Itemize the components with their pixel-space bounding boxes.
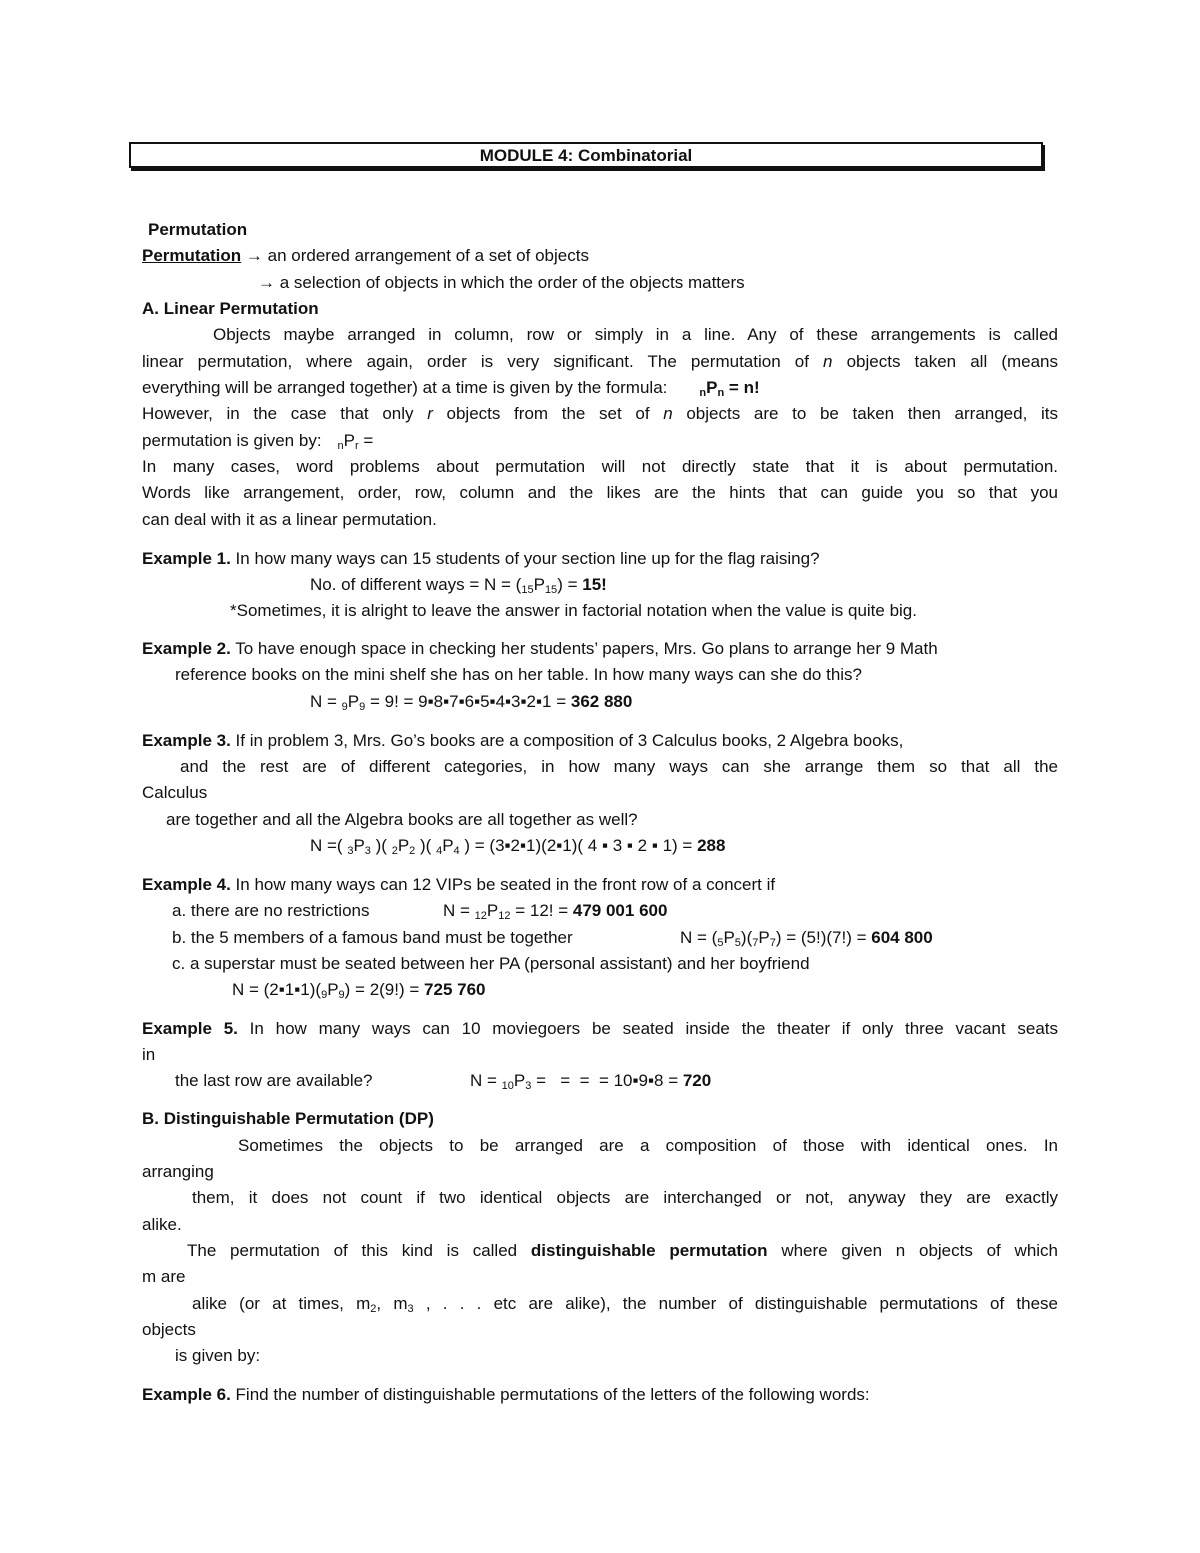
- sub: 3: [525, 1080, 532, 1092]
- sub: 9: [359, 701, 366, 713]
- text: N = (: [680, 928, 718, 947]
- p: P: [327, 980, 339, 999]
- formula-npr: [338, 431, 374, 450]
- text: , m: [376, 1294, 408, 1313]
- p: P: [397, 836, 410, 855]
- p: P: [723, 928, 735, 947]
- text: , . . . etc are alike), the number of distinguishable permutations of these: [413, 1294, 1059, 1313]
- text: The permutation of this kind is called: [187, 1241, 531, 1260]
- definition-1: → an ordered arrangement of a set of objects: [245, 246, 589, 265]
- text: = = = = 10▪9▪8 =: [531, 1071, 683, 1090]
- text: N = (2▪1▪1)(: [232, 980, 322, 999]
- example-label: Example 6.: [142, 1385, 231, 1404]
- dp-heading: B. Distinguishable Permutation (DP): [142, 1109, 434, 1128]
- text: ) = (3▪2▪1)(2▪1)( 4 ▪ 3 ▪ 2 ▪ 1) =: [459, 836, 698, 855]
- text: )(: [415, 836, 437, 855]
- text: In how many ways can 10 moviegoers be seated inside the theater if only three vacant seats: [237, 1019, 1059, 1038]
- dp-para-line-7: [192, 1293, 1058, 1315]
- definition-term: Permutation: [142, 246, 242, 265]
- sub: 9: [321, 989, 328, 1001]
- text: objects from the set of: [432, 404, 664, 423]
- definition-line-2: → a selection of objects in which the order of the objects matters: [258, 273, 745, 292]
- p: P: [513, 1071, 526, 1090]
- example-4b-text: b. the 5 members of a famous band must be together: [172, 928, 573, 947]
- example-label: Example 4.: [142, 875, 231, 894]
- answer: 15!: [582, 575, 607, 594]
- example-1-answer: [310, 574, 1200, 596]
- example-label: Example 5.: [142, 1019, 238, 1038]
- p: P: [758, 928, 770, 947]
- example-4a-text: a. there are no restrictions: [172, 901, 370, 920]
- linear-heading: A. Linear Permutation: [142, 299, 319, 318]
- sub: 3: [407, 1303, 414, 1315]
- example-2-answer: [310, 691, 1200, 713]
- text: In how many ways can 15 students of your section line up for the flag raising?: [230, 549, 820, 568]
- dp-para-line-3: them, it does not count if two identical objects are interchanged or not, anyway they are exactly: [192, 1188, 1058, 1207]
- sub: 9: [338, 989, 345, 1001]
- linear-para-line-6: In many cases, word problems about permutation will not directly state that it is about permutation.: [142, 457, 1058, 476]
- example-6-question: [142, 1384, 1058, 1406]
- text: No. of different ways = N = (: [310, 575, 522, 594]
- p: P: [343, 431, 356, 450]
- answer: 604 800: [871, 928, 933, 947]
- sub: 4: [453, 845, 460, 857]
- module-title: MODULE 4: Combinatorial: [129, 142, 1043, 168]
- sub: 5: [717, 937, 724, 949]
- example-5-question-line-1: [142, 1018, 1058, 1040]
- example-2-question-line-1: [142, 638, 1058, 660]
- formula-npn: [699, 378, 759, 397]
- text: )(: [740, 928, 753, 947]
- example-5-answer: [470, 1070, 870, 1092]
- text: alike (or at times, m: [192, 1294, 371, 1313]
- text: )(: [370, 836, 392, 855]
- text: N =: [310, 692, 342, 711]
- sub: 2: [391, 845, 398, 857]
- sub: 12: [498, 910, 511, 922]
- example-1-question: [142, 548, 1058, 570]
- p: P: [486, 901, 499, 920]
- sub: r: [355, 440, 359, 452]
- text: N =: [470, 1071, 502, 1090]
- example-4a-answer: [443, 900, 843, 922]
- example-4c-answer: [232, 979, 1148, 1001]
- sub: 5: [734, 937, 741, 949]
- linear-para-line-1: Objects maybe arranged in column, row or simply in a line. Any of these arrangements is called: [213, 325, 1058, 344]
- example-5-question-line-3: the last row are available?: [175, 1071, 373, 1090]
- example-5-question-line-2: in: [142, 1045, 156, 1064]
- text: where given n objects of which: [767, 1241, 1059, 1260]
- answer: 725 760: [424, 980, 486, 999]
- term: distinguishable permutation: [530, 1241, 768, 1260]
- dp-para-line-2: arranging: [142, 1162, 214, 1181]
- text: = n!: [724, 378, 760, 397]
- text: = 9! = 9▪8▪7▪6▪5▪4▪3▪2▪1 =: [365, 692, 571, 711]
- sub: n: [699, 387, 707, 399]
- example-2-question-line-2: reference books on the mini shelf she has on her table. In how many ways can she do this?: [175, 665, 863, 684]
- text: ) = 2(9!) =: [344, 980, 425, 999]
- text: =: [358, 431, 374, 450]
- text: However, in the case that only: [142, 404, 428, 423]
- example-label: Example 2.: [142, 639, 231, 658]
- text: If in problem 3, Mrs. Go’s books are a composition of 3 Calculus books, 2 Algebra books,: [230, 731, 904, 750]
- linear-para-line-3: [142, 377, 1058, 399]
- sub: 12: [474, 910, 487, 922]
- variable-n: n: [663, 404, 673, 423]
- text: = 12! =: [510, 901, 573, 920]
- dp-para-line-4: alike.: [142, 1215, 182, 1234]
- sub: 15: [521, 584, 534, 596]
- dp-para-line-5: [187, 1240, 1058, 1262]
- example-1-note: *Sometimes, it is alright to leave the answer in factorial notation when the value is quite big.: [230, 601, 917, 620]
- linear-para-line-2: [142, 351, 1058, 373]
- text: objects taken all (means: [832, 352, 1059, 371]
- sub: 7: [752, 937, 759, 949]
- example-3-answer: [310, 835, 1200, 857]
- example-4b-answer: [680, 927, 1050, 949]
- example-label: Example 1.: [142, 549, 231, 568]
- sub: 10: [501, 1080, 514, 1092]
- text: Find the number of distinguishable permutations of the letters of the following words:: [230, 1385, 870, 1404]
- example-3-question-line-2: and the rest are of different categories, in how many ways can she arrange them so that all the: [180, 757, 1058, 776]
- text: ) = (5!)(7!) =: [775, 928, 872, 947]
- p: P: [533, 575, 545, 594]
- text: In how many ways can 12 VIPs be seated in the front row of a concert if: [230, 875, 776, 894]
- definition-line-1: [142, 245, 1058, 267]
- variable-n: n: [823, 352, 833, 371]
- example-label: Example 3.: [142, 731, 231, 750]
- p: P: [353, 836, 365, 855]
- text: To have enough space in checking her students’ papers, Mrs. Go plans to arrange her 9 Math: [230, 639, 938, 658]
- linear-para-line-4: [142, 403, 1058, 425]
- sub: 3: [347, 845, 354, 857]
- answer: 720: [682, 1071, 712, 1090]
- linear-para-line-8: can deal with it as a linear permutation.: [142, 510, 437, 529]
- sub: 3: [364, 845, 371, 857]
- p: P: [442, 836, 454, 855]
- sub: 4: [436, 845, 443, 857]
- answer: 479 001 600: [572, 901, 668, 920]
- dp-para-line-6: m are: [142, 1267, 186, 1286]
- text: N =: [443, 901, 475, 920]
- p: P: [706, 378, 718, 397]
- sub: 2: [370, 1303, 377, 1315]
- example-3-question-line-1: [142, 730, 1058, 752]
- example-4c-text: c. a superstar must be seated between her PA (personal assistant) and her boyfriend: [172, 954, 810, 973]
- linear-para-line-7: Words like arrangement, order, row, column and the likes are the hints that can guide you so that you: [142, 483, 1058, 502]
- example-3-question-line-3: Calculus: [142, 783, 208, 802]
- sub: 9: [341, 701, 348, 713]
- p: P: [347, 692, 360, 711]
- dp-para-line-9: is given by:: [175, 1346, 261, 1365]
- text: linear permutation, where again, order is very significant. The permutation of: [142, 352, 824, 371]
- sub: n: [337, 440, 344, 452]
- example-3-question-line-4: are together and all the Algebra books are all together as well?: [166, 810, 638, 829]
- sub: 15: [544, 584, 558, 596]
- variable-r: r: [427, 404, 433, 423]
- text: permutation is given by:: [142, 431, 322, 450]
- text: objects are to be taken then arranged, its: [672, 404, 1058, 423]
- linear-para-line-5: [142, 430, 1058, 452]
- sub: n: [717, 387, 725, 399]
- answer: 288: [697, 836, 726, 855]
- answer: 362 880: [570, 692, 633, 711]
- example-4-question: [142, 874, 1058, 896]
- text: N =(: [310, 836, 348, 855]
- sub: 7: [769, 937, 776, 949]
- sub: 2: [409, 845, 416, 857]
- text: everything will be arranged together) at a time is given by the formula:: [142, 378, 668, 397]
- dp-para-line-8: objects: [142, 1320, 196, 1339]
- dp-para-line-1: Sometimes the objects to be arranged are a composition of those with identical ones. In: [238, 1136, 1058, 1155]
- section-heading: Permutation: [148, 220, 248, 239]
- text: ) =: [557, 575, 583, 594]
